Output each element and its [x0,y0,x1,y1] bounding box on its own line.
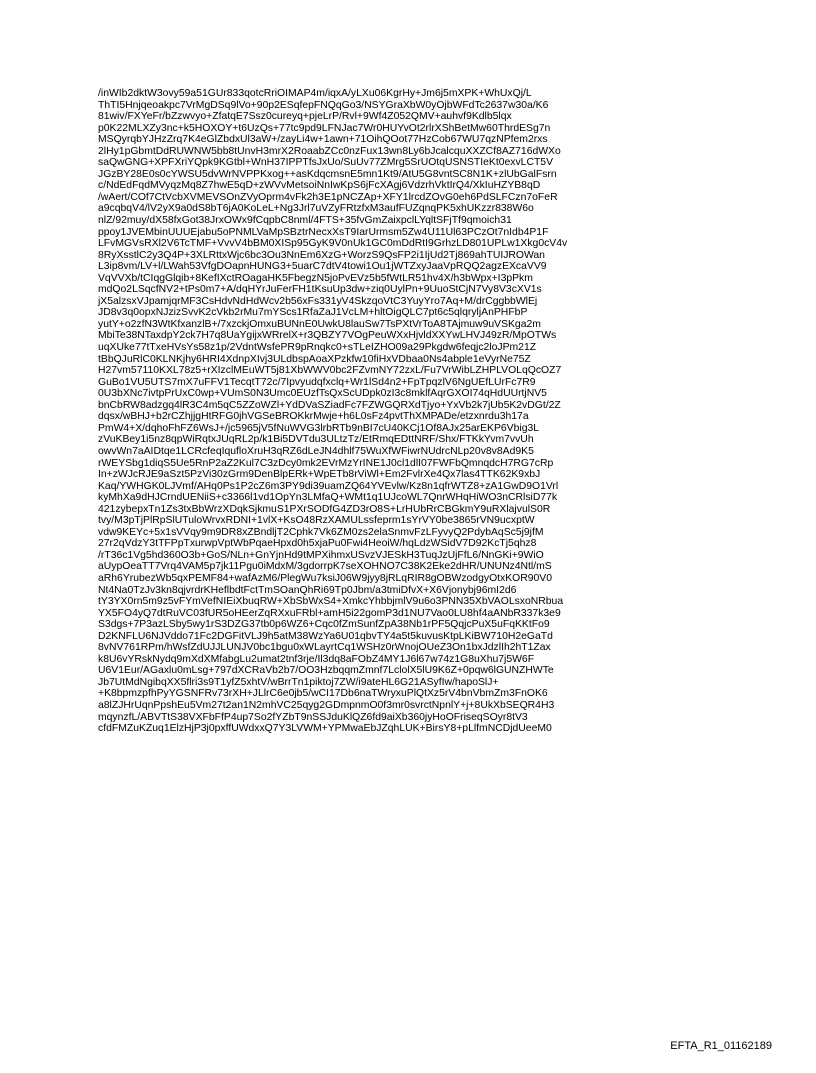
text-line: U6V1Eur/AGaxlu0mLsg+797dXCRaVb2b7/OO3HzbqqmZmnf7LclolX5lU9K6Z+0pqw6lGUNZHWTe [98,665,554,677]
text-line: ThTI5Hnjqeoakpc7VrMgDSq9lVo+90p2ESqfepFNQqGo3/NSYGraXbW0yOjbWFdTc2637w30a/K6 [98,99,549,111]
text-line: MbiTe38NTaxdpY2ck7H7q8UaYgijxWRrelX+r3QBZY7VOgPeuWXxHjvldXXYwLHVJ49zR/MpOTWs [98,330,557,342]
text-line: Jb7UtMdNgibqXX5flri3s9T1yfZ5xhtV/wBrrTn1piktoj7ZW/i9ateHL6G21ASyfIw/hapoSlJ+ [98,676,499,688]
text-line: k8U6vYRskNydq9mXdXMfabgLu2umat2tnf3rje/Il3dq8aFObZ4MY1J6l67w74z1G8uXhu7j5W6F [98,653,535,665]
text-line: 8RyXsstlC2y3Q4P+3XLRttxWjc6bc3Ou3NnEm6XzG+WorzS9QsFP2i1IjUd2Tj869ahTUIJROWan [98,249,545,261]
text-line: /inWIb2dktW3ovy59a51GUr833qotcRriOIMAP4m/iqxA/yLXu06KgrHy+Jm6j5mXPK+WhUxQj/L [98,88,532,99]
text-line: 0U3bXNc7ivtpPrUxC0wp+VUmS0N3Umc0EUzfTsQxScUDpk0zI3c8mklfAqrGXOI74qHdUUrtjNV5 [98,388,547,400]
text-line: +K8bpmzpfhPyYGSNFRv73rXH+JLlrC6e0jb5/wCI17Db6naTWryxuPlQtXz5rV4bnVbmZm3FnOK6 [98,688,548,700]
text-line: Nt4Na0TzJv3kn8qjvrdrKHeflbdtFctTmSOanQhRi69Tp0Jbm/a3tmiDfvX+X6Vjonybj96mI2d6 [98,584,517,596]
text-line: p0K22MLXZy3nc+k5HOXOY+t6UzQs+77tc9pd9LFNJac7Wr0HUYvOt2rlrXShBetMw60ThrdESg7n [98,122,551,134]
text-line: saQwGNG+XPFXriYQpk9KGtbl+WnH37IPPTfsJxUo/SuUv77ZMrg5SrUOtqUSNSTIeKt0exvLCT5V [98,157,554,169]
text-line: YX5FO4yQ7dtRuVC03fUR5oHEerZqRXxuFRbl+amH5i22gomP3d1NU7Vao0LU8hf4aANbR337k3e9 [98,607,561,619]
text-line: S3dgs+7P3azLSby5wy1rS3DZG37tb0p6WZ6+Cqc0fZmSunfZpA38Nb1rPF5QqjcPuX5uFqKKtFo9 [98,619,550,631]
text-line: zVuKBey1i5nz8qpWiRqtxJUqRL2p/k1Bi5DVTdu3ULtzTz/EtRmqEDttNRF/Shx/FTKkYvm7vvUh [98,434,534,446]
document-id-label: EFTA_R1_01162189 [670,1040,772,1052]
text-line: 421zybepxTn1Zs3txBbWrzXDqkSjkmuS1PXrSODfG4ZD3rO8S+LrHUbRrCBGkmY9uRXlajvulS0R [98,503,551,515]
text-line: JD8v3q0opxNJzizSvvK2cVkb2rMu7mYScs1RfaZaJ1VcLM+hltOigQLC7pt6c5qlqryljAnPHFbP [98,307,528,319]
text-line: mdQo2LSqcfNV2+tPs0m7+A/dqHYrJuFerFH1tKsuUp3dw+ziq0UylPn+9UuoStCjN7Vy8V3cXV1s [98,284,542,296]
text-line: L3ip8vm/LV+l/LWah53VfgDOapnHUNG3+5uarC7dtV4towi1Ou1jWTZxyJaaVpRQQ2agzEXcaVV9 [98,261,547,273]
text-line: tvy/M3pTjPlRpSlUTuloWrvxRDNI+1vlX+KsO48RzXAMULssfeprm1sYrVY0be3865rVN9ucxptW [98,515,535,527]
text-line: kyMhXa9dHJCrndUENiiS+c3366l1vd1OpYn3LMfaQ+WMt1q1UJcoWL7QnrWHqHiWO3nCRlsiD77k [98,492,558,504]
text-line: ppoy1JVEMbinUUUEjabu5oPNMLVaMpSBztrNecxXsT9IarUrmsm5Zw4U11Ul63PCzOt7nIdb4P1F [98,226,549,238]
text-line: owvWn7aAIDtqe1LCRcfeqIqufloXruH3qRZ6dLeJN4dhlf75WuXfWFiwrNUdrcNLp20v8v8Ad9K5 [98,445,534,457]
text-line: jX5alzsxVJpamjqrMF3CsHdvNdHdWcv2b56xFs331yV4SkzqoVtC3YuyYro7Aq+M/drCggbbWlEj [98,295,538,307]
text-line: aRh6YrubezWb5qxPEMF84+wafAzM6/PlegWu7ksiJ06W9jyy8jRLqRIR8gOBWzodgyOtxKOR90V0 [98,572,553,584]
text-line: rWEYSbg1diqS5Ue5RnP2aZ2Kul7C3zDcy0mk2EVrMzYrINE1J0cl1dlI07FWFbQmnqdcH7RG7cRp [98,457,554,469]
text-line: VqVVXb/tCIqgGlqib+8KefIXctROagaHK5FbegzN5joPvEVz5b5fWtLR51hv4X/h3bWpx+I3pPkm [98,272,533,284]
text-line: uqXUke77tTxeHVsYs58z1p/2VdntWsfePR9pRnqkc0+sTLeIZHO09a29Pkgdw6feqjc2loJPm21Z [98,342,537,354]
text-line: Kaq/YWHGK0LJVmf/AHq0Ps1P2cZ6m3PY9di39uamZQ64YVEvlw/Kz8n1qfrWTZ8+zA1GwD9O1Vrl [98,480,559,492]
text-line: bnCbRW8adzgq4lR3C4m5qC5ZZoWZl+YdDVaSZiadFc7FZWGQRXdTjyo+YxVb2k7jUb5K2vDGt/2Z [98,399,561,411]
text-line: mqynzfL/ABVTtS38VXFbFfP4up7So2fYZbT9nSSJduKlQZ6fd9aiXb360jyHoOFriseqSOyr8tV3 [98,711,528,723]
text-line: aUypOeaTT7Vrq4VAM5p7jk11Pgu0iMdxM/3gdorrpK7seXOHNO7C38K2Eke2dHR/UNUNz4Ntl/mS [98,561,552,573]
text-line: MSQyrqbYJHzZrq7K4eGlZbdxUl3aW+/zayLi4w+1awn+71OihQOot77HzCob67WU7qzNPfem2rxs [98,134,548,146]
text-line: c/NdEdFqdMVyqzMq8Z7hwE5qD+zWVvMetsoiNnIwKpS6jFcXAgj6VdzrhVktIrQ4/XkIuHZYB8qD [98,180,541,192]
text-line: /rT36c1Vg5hd360O3b+GoS/NLn+GnYjnHd9tMPXihmxUSvzVJESkH3TuqJzUjFfL6/NnGKi+9WiO [98,549,544,561]
text-line: D2KNFLU6NJVddo71Fc2DGFitVLJ9h5atM38WzYa6U01qbvTY4a5t5kuvusKtpLKiBW710H2eGaTd [98,630,553,642]
text-line: 81wiv/FXYeFr/bZzwvyo+ZfatqE7Ssz0cureyq+pjeLrP/Rvl+9Wf4Z052QMV+auhvf9Kdlb5lqx [98,111,512,123]
text-line: a8lZJHrUqnPpshEu5Vm27t2an1N2mhVC25qyg2GDmpnmO0f3mr0svrctNpnlY+j+8UkXbSEQR4H3 [98,699,555,711]
text-line: a9cqbqV4/lV2yX9a0dS8bT6jA0KoLeL+Ng3Jrl7uVZyFRtzfxM3aufFUZqnqPK5xhUKzzr838W6o [98,203,534,215]
text-line: nlZ/92muy/dX58fxGot38JrxOWx9fCqpbC8nml/4FTS+35fvGmZaixpclLYqltSFjTf9qmoich31 [98,215,512,227]
text-line: cfdFMZuKZuq1ElzHjP3j0pxffUWdxxQ7Y3LVWM+YPMwaEbJZqhLUK+BirsY8+pLlfmNCDjdUeeM0 [98,723,552,735]
text-line: LFvMGVsRXl2V6TcTMF+VvvV4bBM0XISp95GyK9V0nUk1GC0mDdRtI9GrhzLD801UPLw1Xkg0cV4v [98,238,568,250]
text-line: H27vm57110KXL78z5+rXIzclMEuWT5j81XbWWV0bc2FZvmNY72zxL/Fu7VrWibLZHPLVOLqQcOZ7 [98,365,562,377]
text-line: 27r2qVdzY3tTFPpTxurwpVptWbPqaeHpxd0h5xjaPu0Fwi4HeoiW/hqLdzWSidV7D92KcTj5qhz8 [98,538,537,550]
text-line: /wAert/COf7CtVcbXVMEVSOnZVyOprm4vFk2h3E1pNCZAp+XFY1lrcdZOvG0eh6PdSLFCzn7oFeR [98,191,558,203]
text-line: 2lHy1pGbmtDdRUWNW5bb8tUnvH3mrX2RoaabZCc0nzFux13wn8Ly6bJcalcquXXZCf8AZ716dWXo [98,145,561,157]
text-line: yutY+o2zfN3WtKfxanzlB+/7xzckjOmxuBUNnE0UwkU8lauSw7TsPXtVrToA8TAjmuw9uVSKga2m [98,318,541,330]
encoded-text-block [98,88,738,735]
text-line: GuBo1VU5UTS7mX7uFFV1TecqtT72c/7Ipvyudqfxclq+Wr1lSd4n2+FpTpqzlV6NgUEfLUrFc7R9 [98,376,536,388]
text-line: In+zWJcRJE9aSzt5PzVi30zGrm9DenBlpERk+WpETb8rViWl+Em2FvlrXe4Qx7las4TTK62K9xbJ [98,469,541,481]
text-line: tBbQJuRlC0KLNKjhy6HRI4XdnpXIvj3ULdbspAoaXPzkfw10fiHxVDbaa0Ns4abple1eVyrNe75Z [98,353,531,365]
text-line: 8vNV761RPm/hWsfZdUJJLUNJV0bc1bgu0xWLayrtCq1WSHz0rWnojOUeZ3On1bxJdzlIh2hT1Zax [98,642,551,654]
text-line: JGzBY28E0s0cYWSU5dvWrNVPPKxog++asKdqcmsnE5mn1Kt9/AtU5G8vntSC8N1K+zlUbGalFsrn [98,168,557,180]
text-line: tY3YX0rn5m9z5vFYmVefNIEiXbuqRW+XbSbWxS4+XmkcYhbbjmlV9u6o3PNN35XbVAOLsxoNRbua [98,596,564,608]
text-line: vdw9KEYc+5x1sVVqy9m9DR8xZBndljT2Cphk7Vk6ZM0zs2elaSnmvFzLFyvyQ2PdybAqSc5j9jfM [98,526,544,538]
text-line: PmW4+X/dqhoFhFZ6WsJ+/jc5965jV5fNuWVG3lrbRTb9nBI7cU40KCj1Of8AJx25arEKP6Vbig3L [98,422,540,434]
text-line: dqsx/wBHJ+b2rCZhjjgHtRFG0jhVGSeBROKkrMwje+h6L0sFz4pvtThXMPADe/etzxnrdu3h17a [98,411,529,423]
